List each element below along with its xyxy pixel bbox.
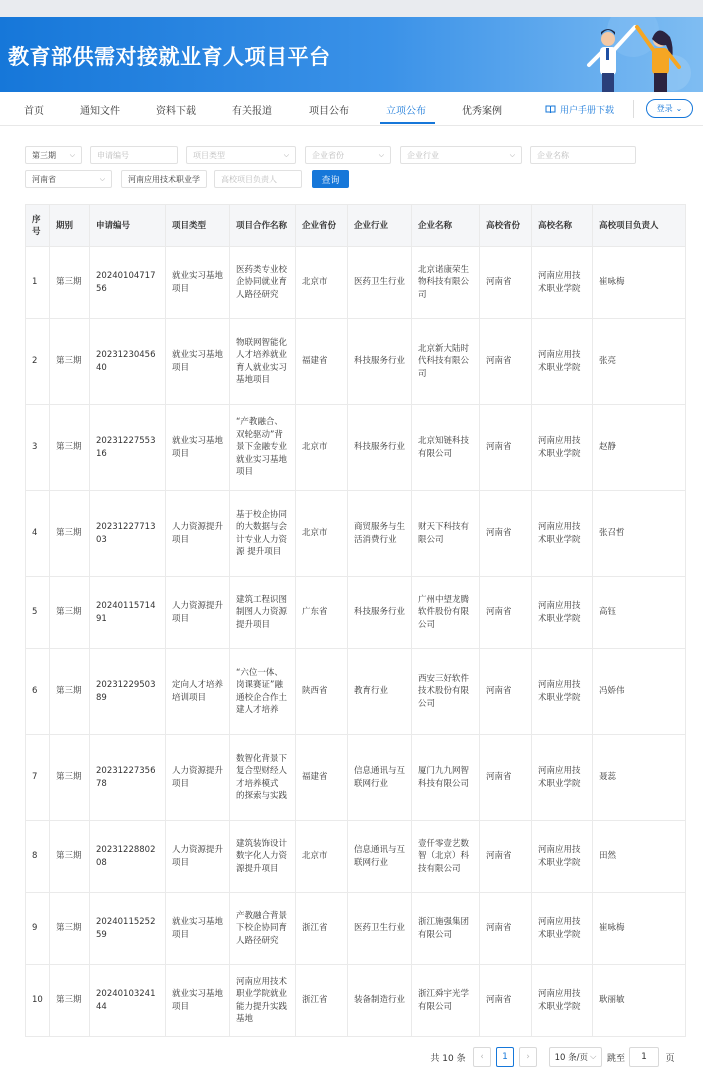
table-cell: 河南省 [480,405,532,491]
page-suffix: 页 [665,1053,675,1064]
table-cell: 2023122950389 [90,649,166,735]
table-cell: 物联网智能化人才培养就业育人就业实习基地项目 [230,319,296,405]
nav-notices[interactable]: 通知文件 [80,106,120,117]
jump-label: 跳至 [606,1053,625,1064]
table-row [26,735,686,821]
table-row [26,247,686,319]
table-cell: 就业实习基地项目 [166,893,230,965]
table-cell: 2 [26,319,50,405]
filter-bar [15,131,693,195]
table-cell: 第三期 [50,491,90,577]
table-cell: 6 [26,649,50,735]
nav-downloads[interactable]: 资料下载 [156,106,196,117]
table-cell: 10 [26,965,50,1037]
table-cell: 第三期 [50,319,90,405]
table-row [26,965,686,1037]
table-cell: 第三期 [50,577,90,649]
table-cell: 广东省 [296,577,348,649]
table-cell: 崔咏梅 [593,893,686,965]
jump-page-input[interactable]: 1 [629,1047,659,1067]
table-cell: 河南应用技术职业学院 [532,247,593,319]
table-cell: 北京知链科技有限公司 [412,405,480,491]
nav-excellent-cases[interactable]: 优秀案例 [462,106,502,117]
table-cell: 河南应用技术职业学院 [532,405,593,491]
table-cell: 浙江省 [296,893,348,965]
table-cell: 建筑工程识图制图人力资源提升项目 [230,577,296,649]
column-header: 企业名称 [412,205,480,247]
table-cell: 3 [26,405,50,491]
application-no-placeholder: 申请编号 [97,150,129,160]
table-cell: 人力资源提升项目 [166,735,230,821]
school-leader-input[interactable] [214,170,302,188]
table-cell: 河南应用技术职业学院 [532,893,593,965]
high-five-illustration [403,17,703,92]
table-cell: 壹仟零壹艺数智（北京）科技有限公司 [412,821,480,893]
table-cell: 高钰 [593,577,686,649]
column-header: 高校项目负责人 [593,205,686,247]
table-cell: 河南应用技术职业学院就业能力提升实践基地 [230,965,296,1037]
table-cell: 医药类专业校企协同就业育人路径研究 [230,247,296,319]
browser-top-strip [0,0,703,17]
table-cell: 7 [26,735,50,821]
table-cell: 第三期 [50,649,90,735]
enterprise-industry-select[interactable] [400,146,522,164]
manual-download-label: 用户手册下载 [560,106,615,116]
column-header: 企业行业 [348,205,412,247]
table-cell: 河南省 [480,893,532,965]
table-cell: 田然 [593,821,686,893]
active-tab-indicator [380,122,435,124]
table-cell: 河南省 [480,577,532,649]
school-name-input[interactable] [121,170,207,188]
page-size-select[interactable] [549,1047,602,1067]
table-cell: 北京市 [296,821,348,893]
table-cell: 2023122771303 [90,491,166,577]
project-type-placeholder: 项目类型 [193,150,225,160]
table-cell: 河南省 [480,965,532,1037]
table-cell: 2024010324144 [90,965,166,1037]
table-cell: 耿丽敏 [593,965,686,1037]
table-cell: 人力资源提升项目 [166,491,230,577]
table-cell: 河南省 [480,319,532,405]
school-name-value: 河南应用技术职业学 [128,174,200,184]
table-cell: 就业实习基地项目 [166,965,230,1037]
table-cell: 厦门九九网智科技有限公司 [412,735,480,821]
table-cell: 2023122735678 [90,735,166,821]
table-cell: 2024011571491 [90,577,166,649]
table-cell: 第三期 [50,735,90,821]
column-header: 项目合作名称 [230,205,296,247]
table-cell: 人力资源提升项目 [166,577,230,649]
table-cell: 河南省 [480,247,532,319]
table-cell: 北京市 [296,247,348,319]
column-header: 项目类型 [166,205,230,247]
project-type-select[interactable] [186,146,296,164]
application-no-input[interactable] [90,146,178,164]
table-row [26,405,686,491]
site-banner [0,17,703,92]
chevron-down-icon: ⌵ [509,150,515,159]
table-row [26,319,686,405]
table-body [26,247,686,1037]
table-cell: 装备制造行业 [348,965,412,1037]
table-cell: 张亮 [593,319,686,405]
table-cell: 医药卫生行业 [348,893,412,965]
table-cell: 河南应用技术职业学院 [532,577,593,649]
enterprise-name-input[interactable] [530,146,636,164]
chevron-down-icon: ⌄ [675,104,683,113]
nav-home[interactable]: 首页 [24,106,44,117]
table-cell: 5 [26,577,50,649]
table-row [26,893,686,965]
table-cell: 4 [26,491,50,577]
table-cell: 数智化背景下复合型财经人才培养模式 的探索与实践 [230,735,296,821]
chevron-down-icon: ⌵ [69,150,75,159]
login-label: 登录 [656,104,673,113]
login-button[interactable] [646,99,693,118]
table-cell: 张召哲 [593,491,686,577]
next-page-icon[interactable]: › [519,1047,537,1067]
table-cell: 河南省 [480,491,532,577]
table-cell: 商贸服务与生活消费行业 [348,491,412,577]
table-cell: 9 [26,893,50,965]
table-cell: 福建省 [296,735,348,821]
table-cell: 冯娇伟 [593,649,686,735]
pagination [15,1047,693,1071]
table-cell: 2023123045640 [90,319,166,405]
table-cell: 第三期 [50,893,90,965]
table-cell: 第三期 [50,247,90,319]
school-province-select[interactable] [25,170,112,188]
school-province-value: 河南省 [32,174,56,184]
table-cell: “产教融合、双轮驱动”背景下金融专业就业实习基地项目 [230,405,296,491]
nav-approved-projects[interactable]: 立项公布 [386,106,426,117]
chevron-down-icon: ⌵ [378,150,384,159]
table-cell: 崔咏梅 [593,247,686,319]
main-content [15,131,693,1083]
table-cell: 北京诺康荣生物科技有限公司 [412,247,480,319]
table-cell: “六位一体、岗课赛证”融通校企合作土建人才培养 [230,649,296,735]
table-cell: 陕西省 [296,649,348,735]
query-button[interactable]: 查询 [312,170,349,188]
column-header: 期别 [50,205,90,247]
table-row [26,577,686,649]
table-cell: 2024011525259 [90,893,166,965]
table-cell: 人力资源提升项目 [166,821,230,893]
nav-project-announcement[interactable]: 项目公布 [309,106,349,117]
table-cell: 河南应用技术职业学院 [532,735,593,821]
table-cell: 信息通讯与互联网行业 [348,821,412,893]
table-row [26,649,686,735]
table-cell: 河南省 [480,735,532,821]
table-cell: 北京市 [296,491,348,577]
page-size-value: 10 条/页 [554,1053,588,1063]
table-cell: 赵静 [593,405,686,491]
column-header: 序号 [26,205,50,247]
book-icon [545,105,556,114]
main-nav [0,92,703,126]
table-cell: 1 [26,247,50,319]
table-row [26,821,686,893]
table-cell: 就业实习基地项目 [166,247,230,319]
nav-reports[interactable]: 有关报道 [232,106,272,117]
table-cell: 基于校企协同的大数据与会计专业人力资源 提升项目 [230,491,296,577]
table-cell: 科技服务行业 [348,319,412,405]
chevron-down-icon: ⌵ [283,150,289,159]
total-count: 共 10 条 [430,1053,466,1064]
school-leader-placeholder: 高校项目负责人 [221,174,277,184]
table-cell: 河南省 [480,821,532,893]
column-header: 申请编号 [90,205,166,247]
table-cell: 广州中望龙腾软件股份有限公司 [412,577,480,649]
chevron-down-icon: ⌵ [99,174,105,183]
enterprise-province-select[interactable] [305,146,391,164]
table-cell: 2023122755316 [90,405,166,491]
chevron-down-icon: ⌵ [589,1052,597,1062]
table-cell: 北京市 [296,405,348,491]
enterprise-name-placeholder: 企业名称 [537,150,569,160]
table-cell: 河南应用技术职业学院 [532,965,593,1037]
table-cell: 产教融合背景下校企协同育人路径研究 [230,893,296,965]
table-cell: 第三期 [50,821,90,893]
table-cell: 医药卫生行业 [348,247,412,319]
table-row [26,491,686,577]
table-cell: 浙江施强集团有限公司 [412,893,480,965]
period-select[interactable] [25,146,82,164]
table-cell: 浙江舜宇光学有限公司 [412,965,480,1037]
table-cell: 北京新大陆时代科技有限公司 [412,319,480,405]
table-cell: 河南应用技术职业学院 [532,319,593,405]
table-cell: 2023122880208 [90,821,166,893]
table-cell: 聂蕊 [593,735,686,821]
table-cell: 教育行业 [348,649,412,735]
table-cell: 建筑装饰设计数字化人力资源提升项目 [230,821,296,893]
table-cell: 8 [26,821,50,893]
table-cell: 定向人才培养培训项目 [166,649,230,735]
table-cell: 科技服务行业 [348,577,412,649]
manual-download-link[interactable] [545,103,614,116]
table-cell: 河南应用技术职业学院 [532,491,593,577]
nav-divider [633,100,634,118]
table-cell: 科技服务行业 [348,405,412,491]
table-cell: 第三期 [50,405,90,491]
enterprise-industry-placeholder: 企业行业 [407,150,439,160]
table-cell: 福建省 [296,319,348,405]
column-header: 高校省份 [480,205,532,247]
table-cell: 2024010471756 [90,247,166,319]
project-table [25,204,686,1037]
table-header-row [26,205,686,247]
column-header: 高校名称 [532,205,593,247]
table-cell: 第三期 [50,965,90,1037]
table-cell: 就业实习基地项目 [166,405,230,491]
site-title: 教育部供需对接就业育人项目平台 [8,45,331,69]
prev-page-icon[interactable]: ‹ [473,1047,491,1067]
table-cell: 财天下科技有限公司 [412,491,480,577]
page-1-button[interactable]: 1 [496,1047,514,1067]
enterprise-province-placeholder: 企业省份 [312,150,344,160]
column-header: 企业省份 [296,205,348,247]
table-cell: 河南应用技术职业学院 [532,821,593,893]
table-cell: 河南省 [480,649,532,735]
table-cell: 西安三好软件技术股份有限公司 [412,649,480,735]
table-cell: 信息通讯与互联网行业 [348,735,412,821]
period-value: 第三期 [32,150,56,160]
table-cell: 浙江省 [296,965,348,1037]
table-cell: 河南应用技术职业学院 [532,649,593,735]
table-cell: 就业实习基地项目 [166,319,230,405]
